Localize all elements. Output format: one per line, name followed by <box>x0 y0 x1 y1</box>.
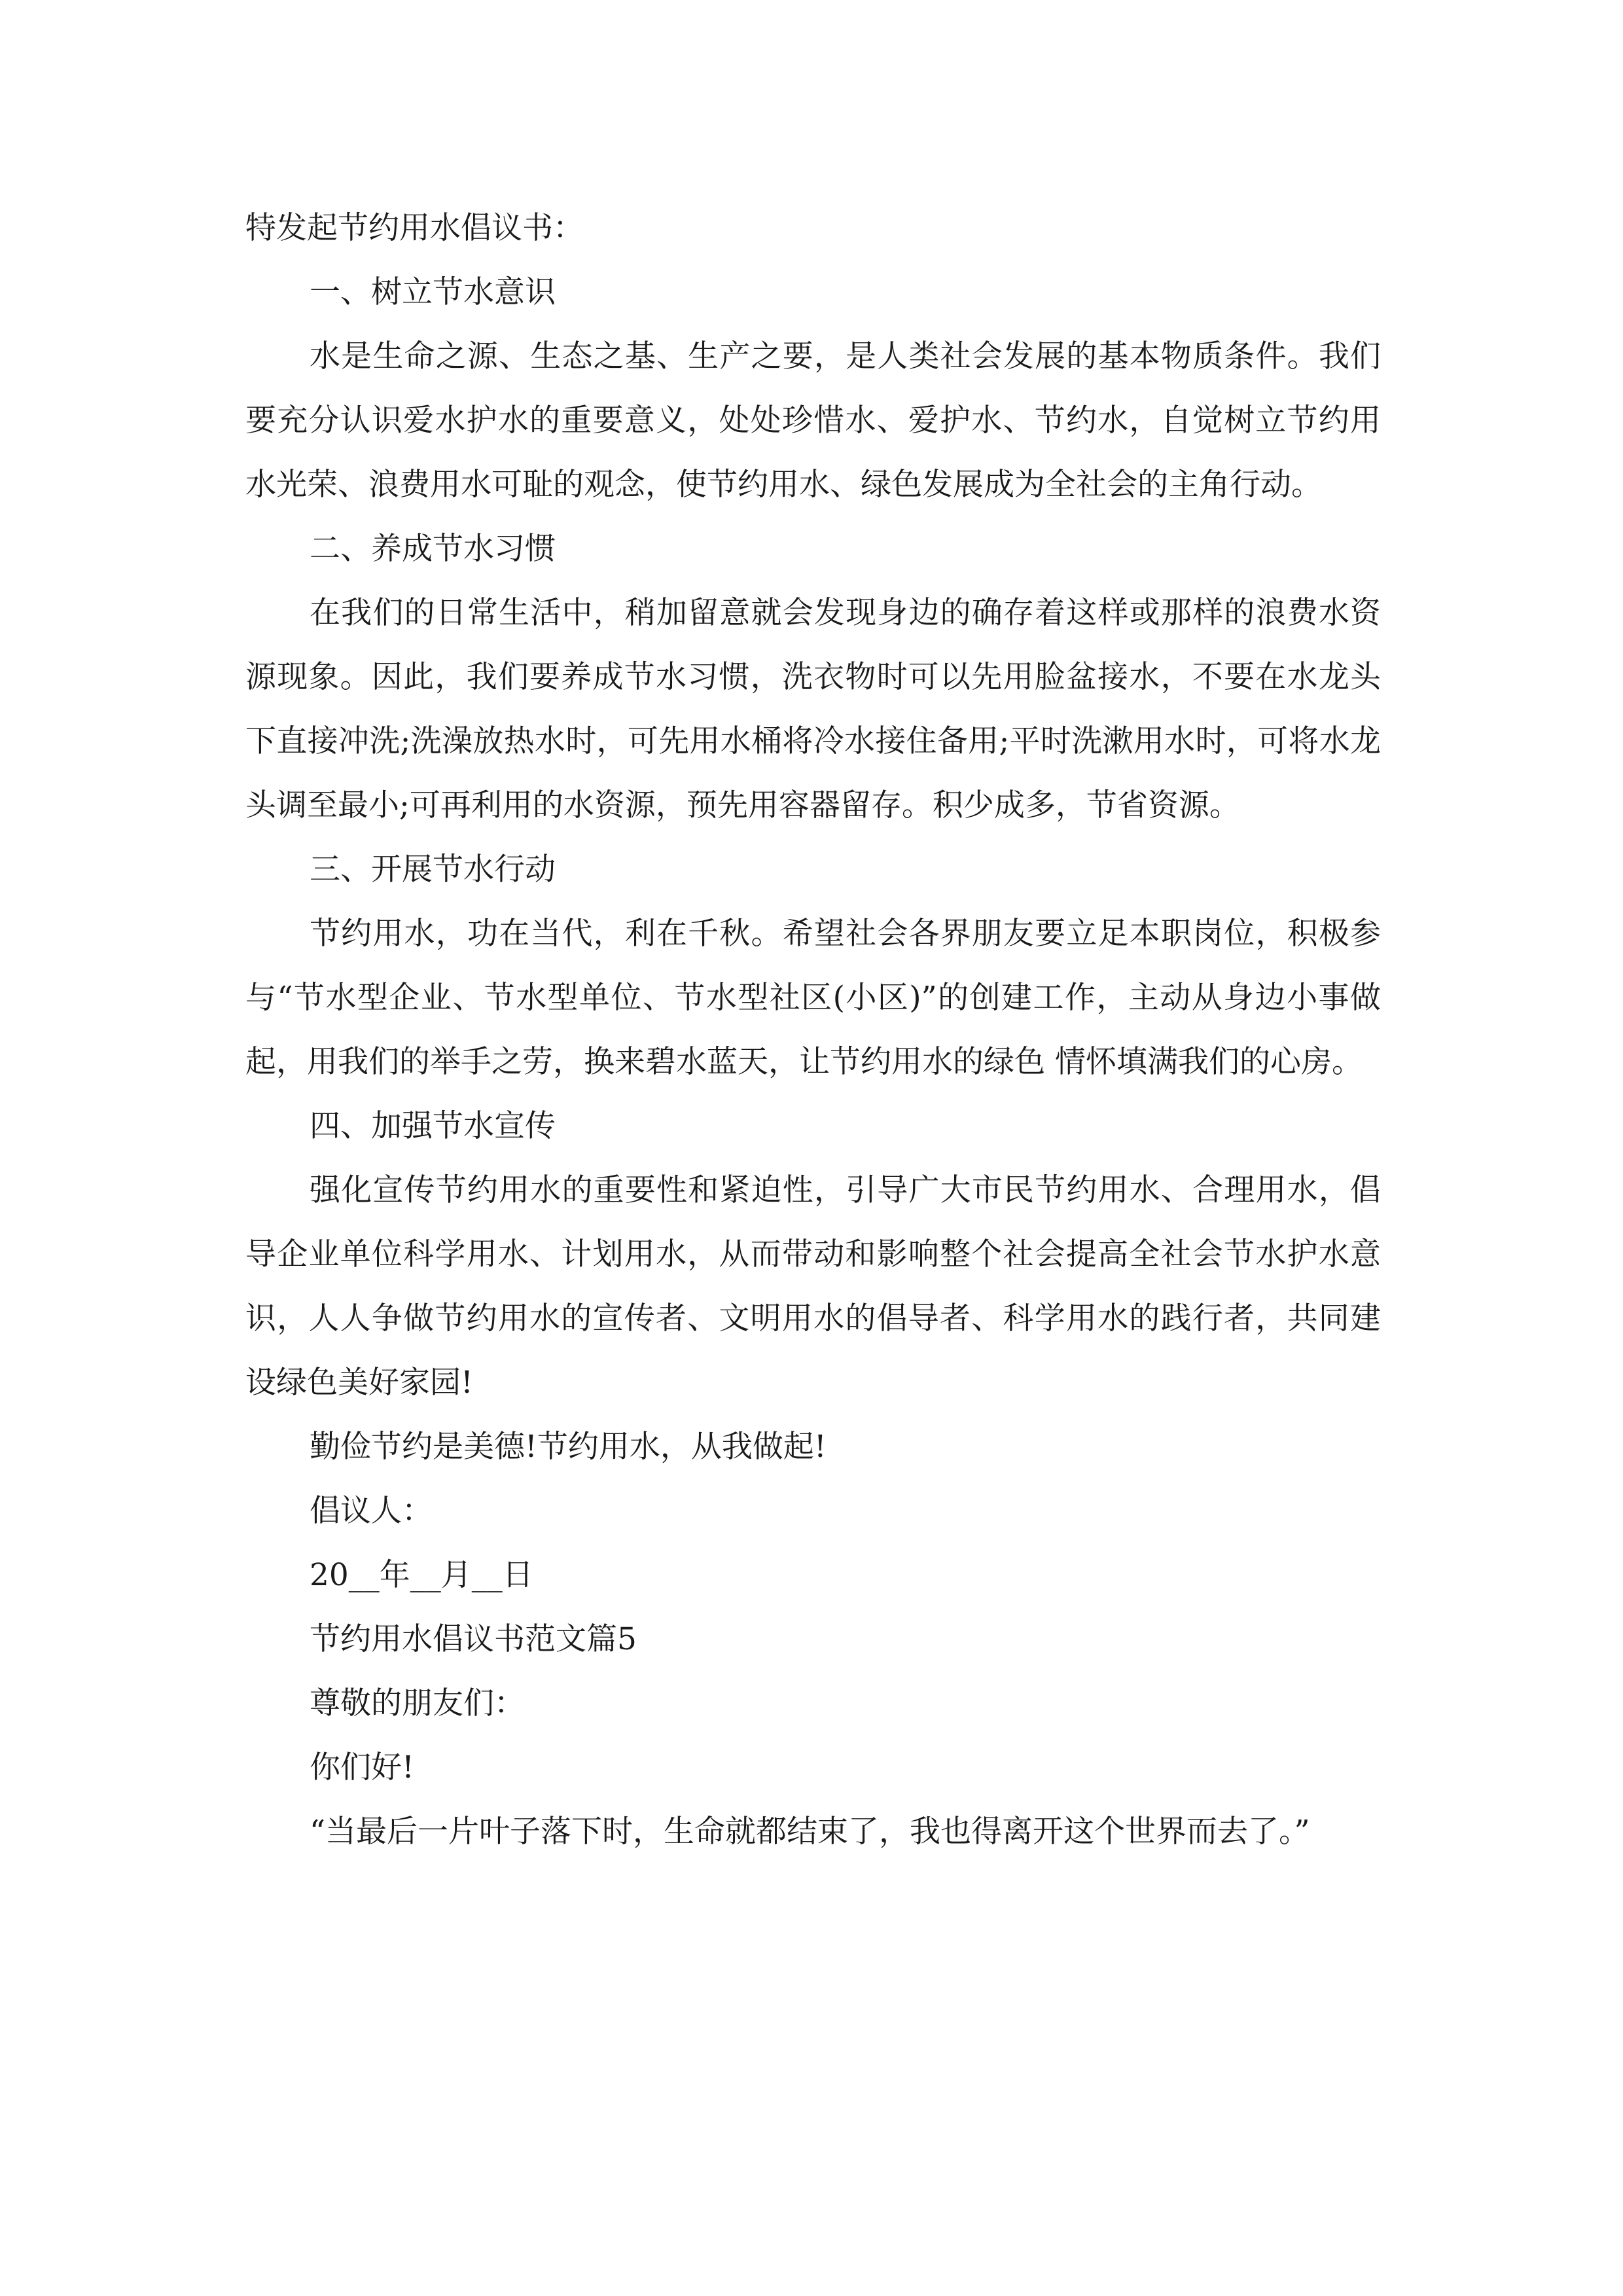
greeting-line: 尊敬的朋友们： <box>310 1685 525 1721</box>
section-4-heading: 四、加强节水宣传 <box>310 1108 556 1144</box>
hello-line: 你们好! <box>310 1749 414 1785</box>
signatory-line: 倡议人： <box>310 1493 433 1529</box>
slogan-line: 勤俭节约是美德!节约用水，从我做起! <box>310 1429 827 1465</box>
section-4-body: 强化宣传节约用水的重要性和紧迫性，引导广大市民节约用水、合理用水，倡导企业单位科学用水、计划用水，从而带动和影响整个社会提高全社会节水护水意识，人人争做节约用水的宣传者、文明用水的倡导者、科学用水的践行者，共同建设绿色美好家园! <box>245 1172 1381 1401</box>
section-2-heading: 二、养成节水习惯 <box>310 531 556 567</box>
section-1-heading: 一、树立节水意识 <box>310 274 556 310</box>
section-3-body: 节约用水，功在当代，利在千秋。希望社会各界朋友要立足本职岗位，积极参与“节水型企业、节水型单位、节水型社区(小区)”的创建工作，主动从身边小事做起，用我们的举手之劳，换来碧水蓝天，让节约用水的绿色 情怀填满我们的心房。 <box>245 916 1381 1080</box>
section-1-body: 水是生命之源、生态之基、生产之要，是人类社会发展的基本物质条件。我们要充分认识爱水护水的重要意义，处处珍惜水、爱护水、节约水，自觉树立节约用水光荣、浪费用水可耻的观念，使节约用水、绿色发展成为全社会的主角行动。 <box>245 338 1381 503</box>
intro-line: 特发起节约用水倡议书： <box>245 210 584 246</box>
document-body <box>245 196 1381 1864</box>
section-2-body: 在我们的日常生活中，稍加留意就会发现身边的确存着这样或那样的浪费水资源现象。因此，我们要养成节水习惯，洗衣物时可以先用脸盆接水，不要在水龙头下直接冲洗;洗澡放热水时，可先用水桶将冷水接住备用;平时洗漱用水时，可将水龙头调至最小;可再利用的水资源，预先用容器留存。积少成多，节省资源。 <box>245 595 1381 823</box>
section-3-heading: 三、开展节水行动 <box>310 852 556 888</box>
quote-line: “当最后一片叶子落下时，生命就都结束了，我也得离开这个世界而去了。” <box>310 1814 1310 1850</box>
next-article-title: 节约用水倡议书范文篇5 <box>310 1621 637 1657</box>
date-line: 20__年__月__日 <box>310 1557 533 1593</box>
